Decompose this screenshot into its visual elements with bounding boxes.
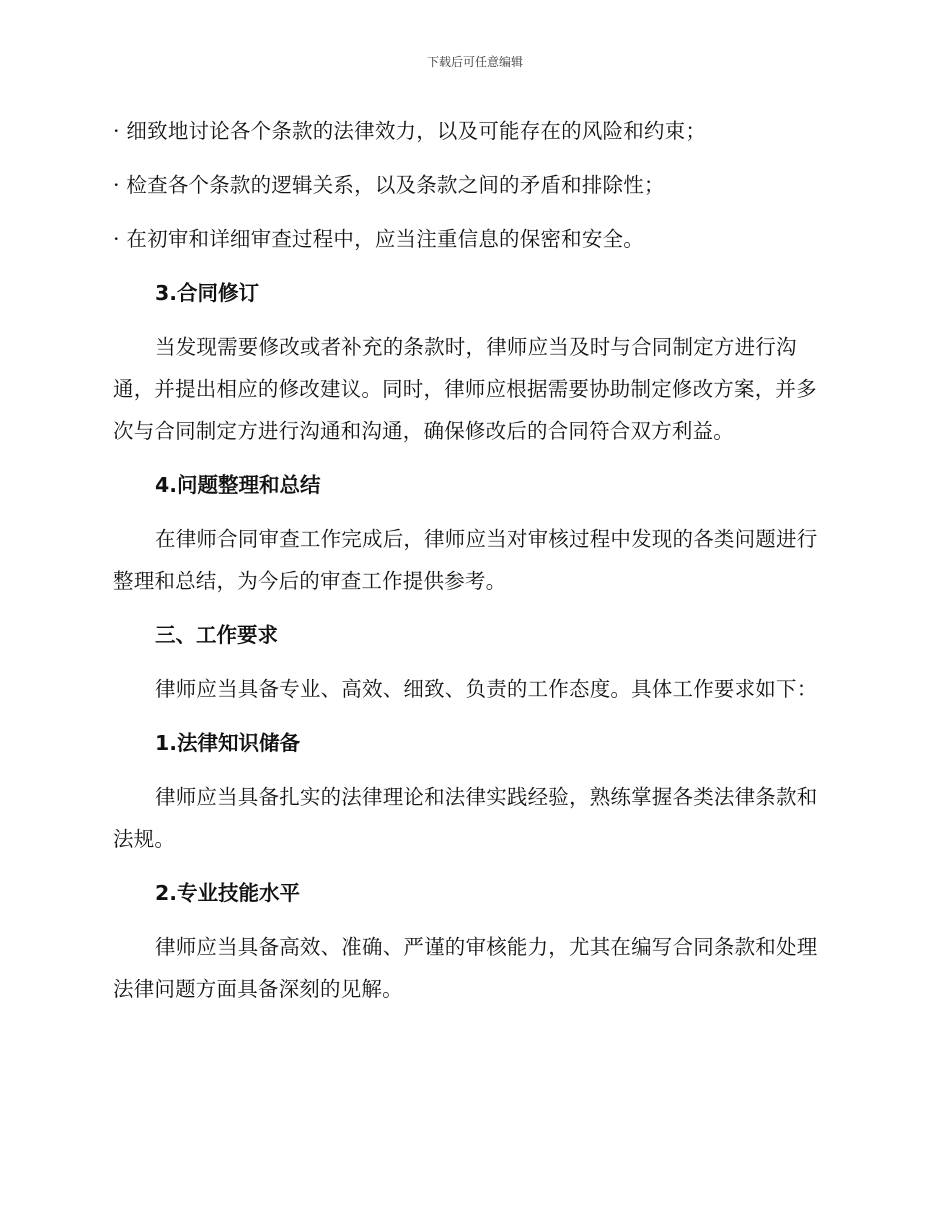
- bullet-item: · 检查各个条款的逻辑关系，以及条款之间的矛盾和排除性；: [113, 173, 665, 197]
- bullet-item: · 细致地讨论各个条款的法律效力，以及可能存在的风险和约束；: [113, 119, 707, 143]
- section-paragraph: 律师应当具备高效、准确、严谨的审核能力，尤其在编写合同条款和处理法律问题方面具备深刻的见解。: [113, 935, 818, 1001]
- section-heading: 4.问题整理和总结: [155, 473, 321, 497]
- section-paragraph: 在律师合同审查工作完成后，律师应当对审核过程中发现的各类问题进行整理和总结，为今后的审查工作提供参考。: [113, 527, 818, 593]
- section-paragraph: 当发现需要修改或者补充的条款时，律师应当及时与合同制定方进行沟通，并提出相应的修改建议。同时，律师应根据需要协助制定修改方案，并多次与合同制定方进行沟通和沟通，确保修改后的合同符合双方利益。: [113, 335, 817, 443]
- document-content: [113, 110, 830, 1022]
- section-heading: 2.专业技能水平: [155, 881, 301, 905]
- section-heading: 3.合同修订: [155, 281, 260, 305]
- bullet-item: · 在初审和详细审查过程中，应当注重信息的保密和安全。: [113, 227, 644, 251]
- section-heading: 三、工作要求: [155, 623, 278, 647]
- page-header: 下载后可任意编辑: [426, 55, 523, 69]
- section-heading: 1.法律知识储备: [155, 731, 301, 755]
- section-paragraph: 律师应当具备扎实的法律理论和法律实践经验，熟练掌握各类法律条款和法规。: [113, 785, 818, 851]
- section-paragraph: 律师应当具备专业、高效、细致、负责的工作态度。具体工作要求如下：: [155, 677, 818, 701]
